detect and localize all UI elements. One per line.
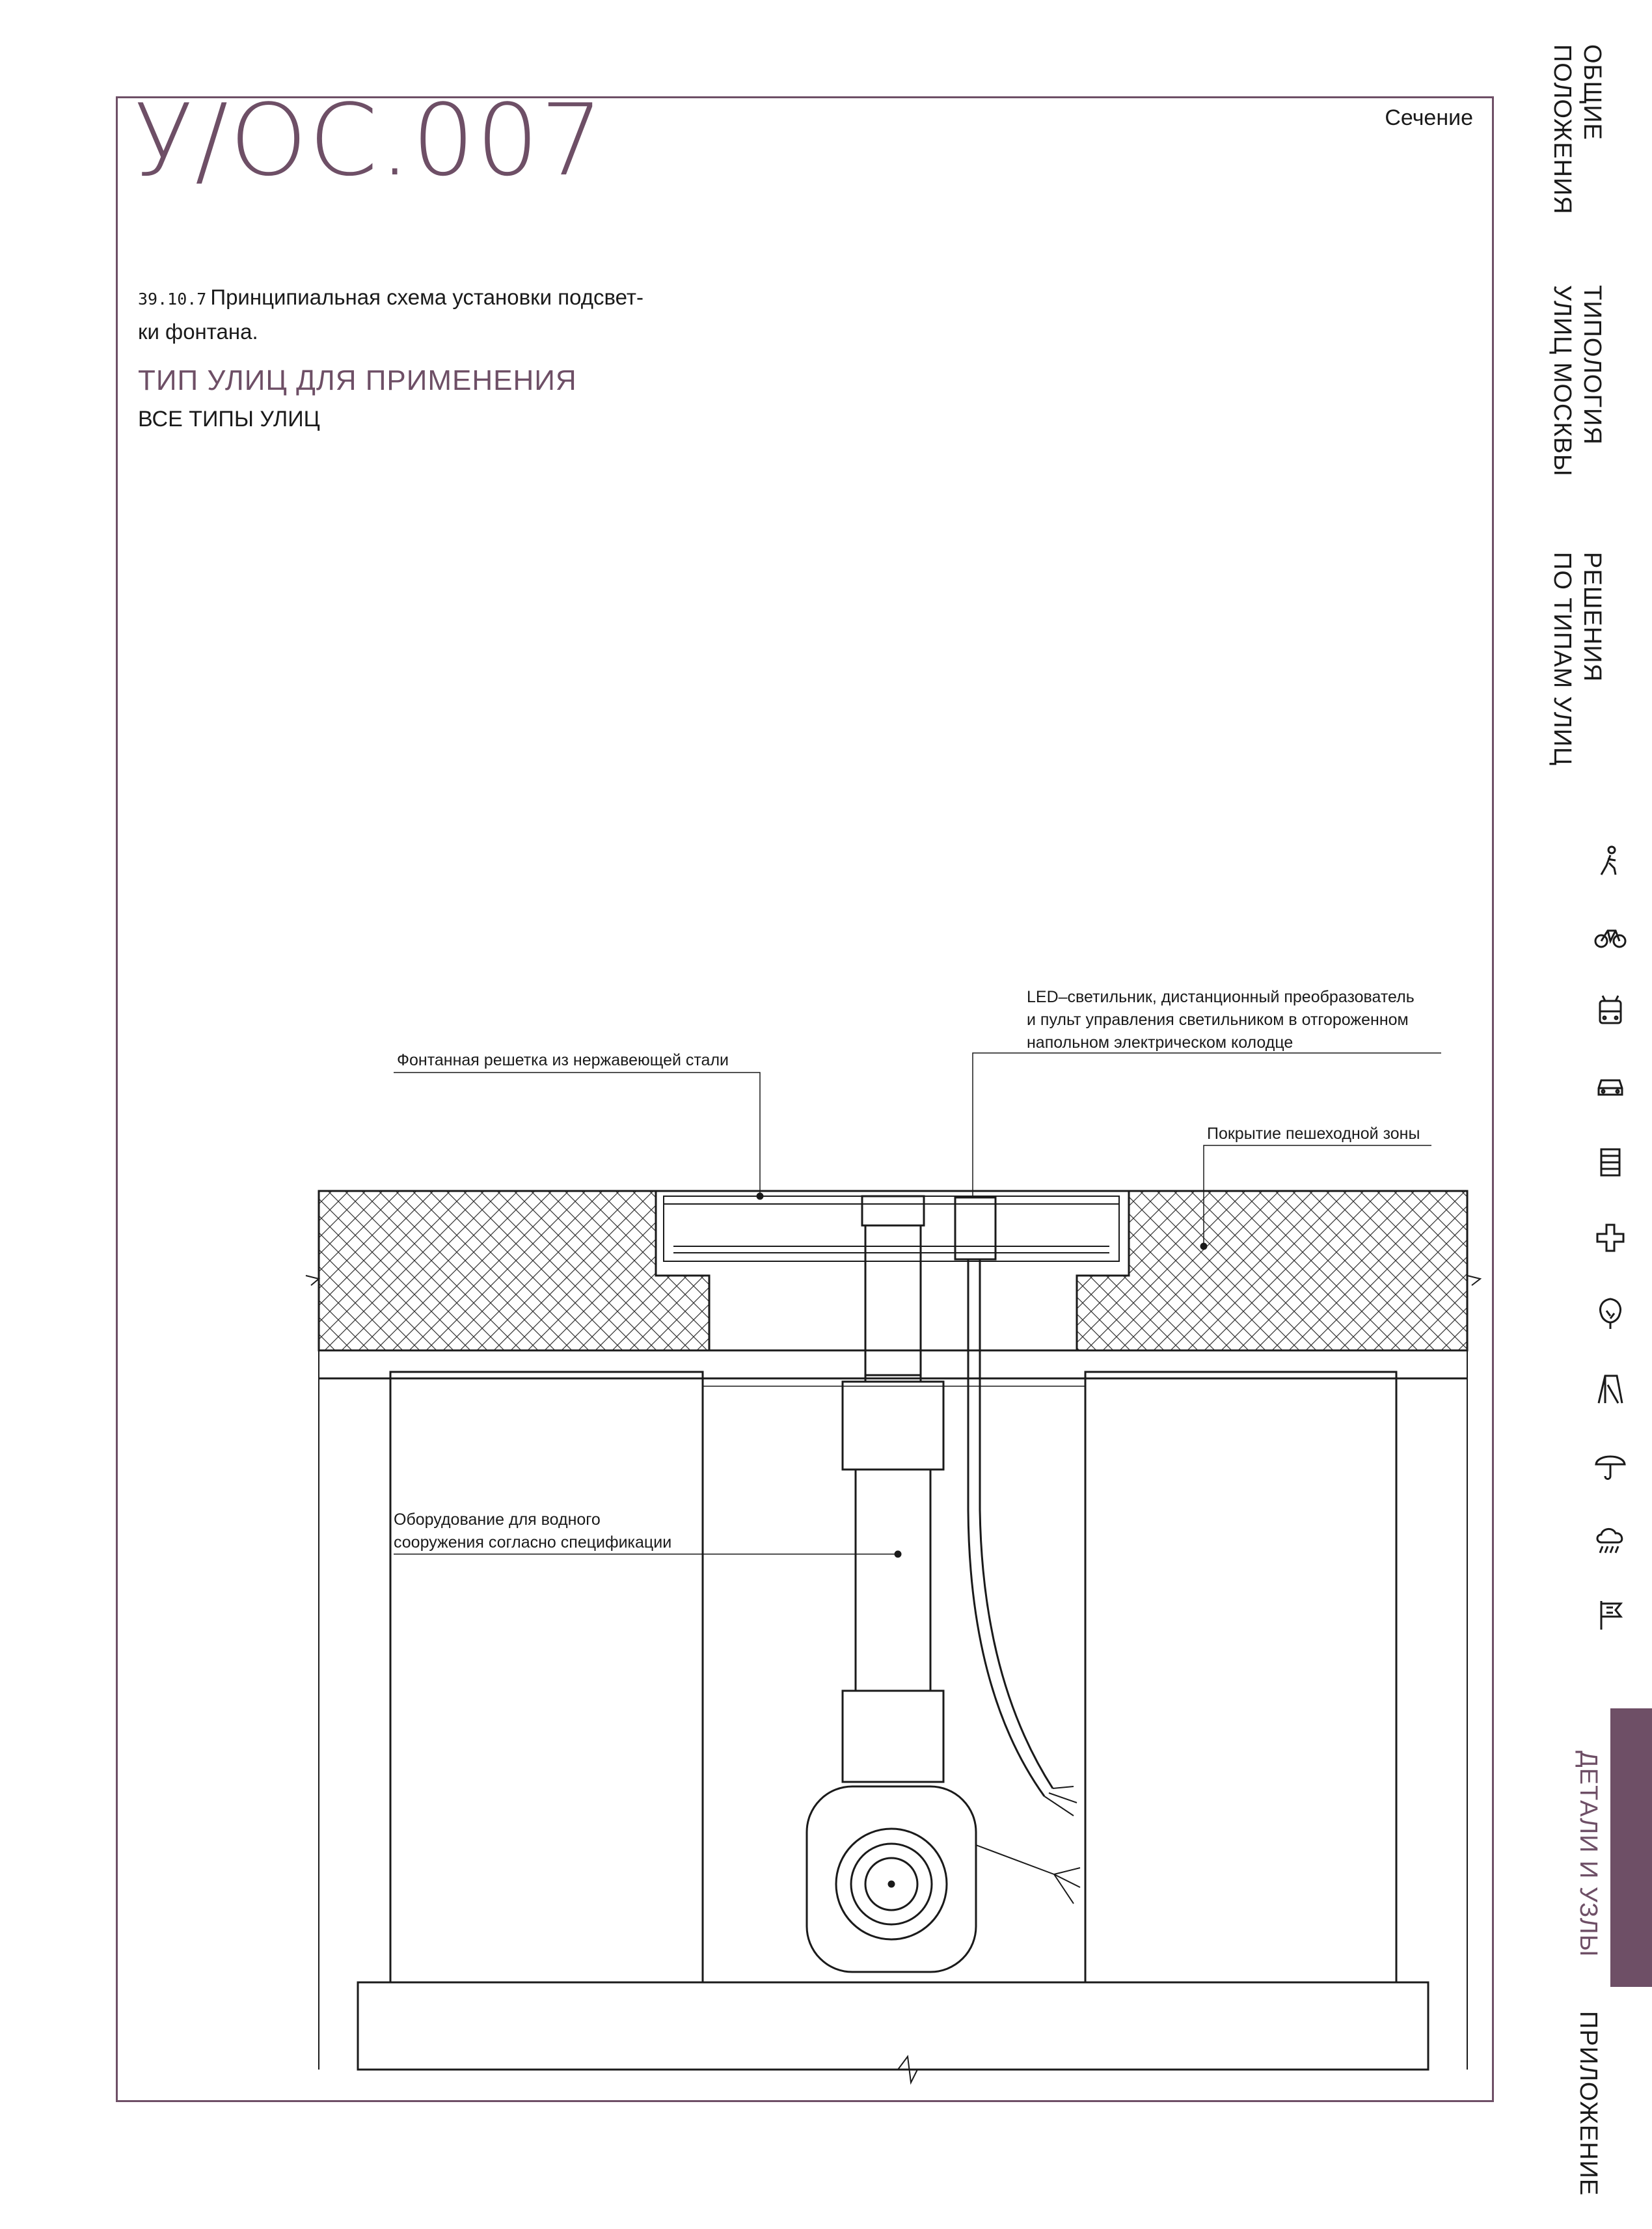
section-label: Сечение <box>1385 105 1473 130</box>
umbrella-icon[interactable] <box>1593 1447 1627 1481</box>
playground-icon[interactable] <box>1593 1372 1627 1406</box>
fountain-grating <box>664 1196 1119 1261</box>
nav-appendix[interactable]: ПРИЛОЖЕНИЕ <box>1575 2011 1602 2196</box>
cable-2 <box>980 1259 1053 1788</box>
nav-active-highlight <box>1610 1708 1652 1987</box>
document-code: У/ОС.007 <box>133 83 605 198</box>
left-wall <box>390 1372 703 1982</box>
label-led-line1: LED–светильник, дистанционный преобразователь <box>1027 988 1415 1006</box>
nav-solutions-line1: РЕШЕНИЯ <box>1578 552 1606 683</box>
label-led-line2: и пульт управления светильником в отгороженном <box>1027 1011 1409 1029</box>
riser-pipe <box>856 1470 930 1691</box>
nav-solutions-line2: ПО ТИПАМ УЛИЦ <box>1549 552 1576 767</box>
left-pavement-section <box>319 1191 709 1350</box>
right-pavement-section <box>1077 1191 1467 1350</box>
nozzle-head <box>862 1196 924 1225</box>
trolleybus-icon[interactable] <box>1593 994 1627 1028</box>
nav-solutions[interactable] <box>1547 552 1607 766</box>
label-pavement: Покрытие пешеходной зоны <box>1207 1125 1420 1143</box>
pump-body <box>807 1786 976 1972</box>
crosswalk-icon[interactable] <box>1593 1145 1627 1179</box>
break-mark-left <box>306 1276 319 1285</box>
nav-typology-line2: УЛИЦ МОСКВЫ <box>1549 285 1576 477</box>
nav-details[interactable]: ДЕТАЛИ И УЗЛЫ <box>1575 1751 1602 1958</box>
nav-typology[interactable] <box>1547 285 1607 477</box>
label-equipment-line2: сооружения согласно спецификации <box>394 1533 672 1552</box>
nav-typology-line1: ТИПОЛОГИЯ <box>1578 285 1606 445</box>
leader-grating <box>394 1073 760 1196</box>
right-wall <box>1085 1372 1396 1982</box>
break-mark-right <box>1467 1276 1480 1285</box>
description-number: 39.10.7 <box>138 290 207 308</box>
led-fixture <box>955 1197 995 1259</box>
rain-cloud-icon[interactable] <box>1593 1523 1627 1557</box>
connector-lower <box>843 1691 943 1782</box>
pedestrian-icon[interactable] <box>1593 845 1627 879</box>
bottom-slab <box>358 1982 1428 2070</box>
nozzle-pipe <box>865 1225 921 1375</box>
medical-cross-icon[interactable] <box>1593 1221 1627 1255</box>
car-icon[interactable] <box>1593 1070 1627 1104</box>
nav-general-line1: ОБЩИЕ <box>1578 44 1606 141</box>
street-type-title: ТИП УЛИЦ ДЛЯ ПРИМЕНЕНИЯ <box>138 364 577 396</box>
nav-general-line2: ПОЛОЖЕНИЯ <box>1549 44 1576 215</box>
tree-icon[interactable] <box>1593 1296 1627 1330</box>
description-text-line1: Принципиальная схема установки подсвет- <box>210 285 643 309</box>
nav-general[interactable] <box>1547 44 1607 215</box>
bicycle-icon[interactable] <box>1593 919 1627 953</box>
label-grating: Фонтанная решетка из нержавеющей стали <box>397 1051 729 1069</box>
label-led-line3: напольном электрическом колодце <box>1027 1033 1293 1052</box>
flag-icon[interactable] <box>1593 1598 1627 1632</box>
street-type-value: ВСЕ ТИПЫ УЛИЦ <box>138 407 320 431</box>
connector-upper <box>843 1382 943 1470</box>
description-text-line2: ки фонтана. <box>138 320 258 344</box>
label-equipment-line1: Оборудование для водного <box>394 1511 601 1529</box>
